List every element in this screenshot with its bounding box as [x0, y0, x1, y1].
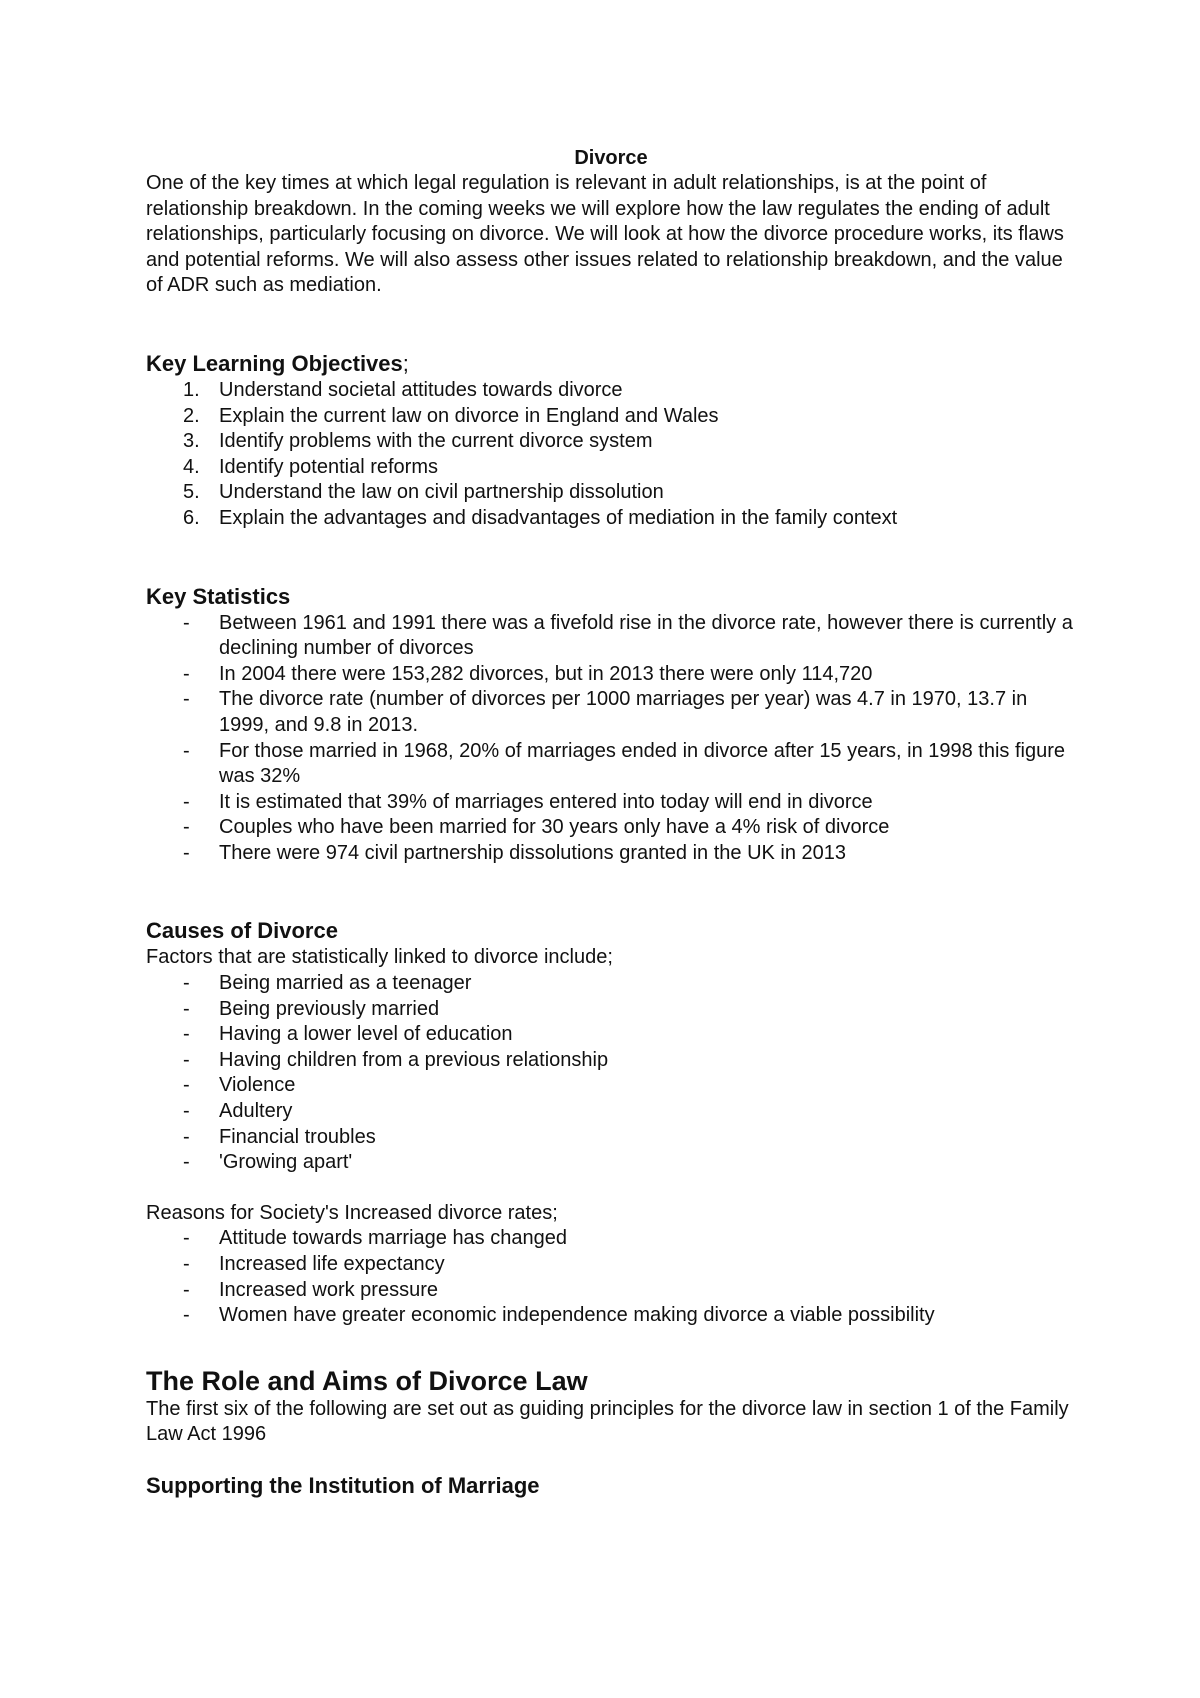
objectives-heading [146, 350, 1076, 378]
item-text: Increased work pressure [219, 1278, 438, 1301]
bullet-dash: - [183, 1151, 190, 1174]
item-number: 5. [183, 481, 200, 504]
list-item [146, 1099, 1076, 1125]
item-text: For those married in 1968, 20% of marriages ended in divorce after 15 years, in 1998 this figure was 32% [219, 739, 1066, 788]
list-item [146, 997, 1076, 1023]
causes-lead: Factors that are statistically linked to divorce include; [146, 946, 613, 969]
bullet-dash: - [183, 1125, 190, 1148]
list-item [146, 1048, 1076, 1074]
list-item [146, 1022, 1076, 1048]
list-item [146, 815, 1076, 841]
list-item [146, 687, 1076, 738]
bullet-dash: - [183, 972, 190, 995]
spacer [146, 866, 1076, 917]
bullet-dash: - [183, 1048, 190, 1071]
item-text: The divorce rate (number of divorces per 1000 marriages per year) was 4.7 in 1970, 13.7 in 1999, and 9.8 in 2013. [219, 688, 1028, 736]
bullet-dash: - [183, 1227, 190, 1250]
item-text: Violence [219, 1074, 296, 1097]
causes-heading: Causes of Divorce [146, 918, 338, 944]
document-title: Divorce [574, 147, 648, 169]
item-text: Identify potential reforms [219, 455, 438, 478]
intro-paragraph: One of the key times at which legal regulation is relevant in adult relationships, is at the point of relationship breakdown. In the coming weeks we will explore how the law regulates the ending of adult relationships, particularly focusing on divorce. We will look at how the divorce procedure works, its flaws and potential reforms. We will also assess other issues related to relationship breakdown, and the value of ADR such as mediation. [146, 172, 1064, 297]
list-item [146, 790, 1076, 816]
item-text: Increased life expectancy [219, 1253, 445, 1275]
role-heading: The Role and Aims of Divorce Law [146, 1365, 588, 1396]
item-text: Couples who have been married for 30 years only have a 4% risk of divorce [219, 816, 890, 839]
bullet-dash: - [183, 1074, 190, 1097]
item-text: Explain the advantages and disadvantages of mediation in the family context [219, 506, 898, 529]
list-item [146, 662, 1076, 688]
item-text: In 2004 there were 153,282 divorces, but in 2013 there were only 114,720 [219, 662, 873, 685]
item-text: Being previously married [219, 997, 440, 1020]
statistics-heading: Key Statistics [146, 583, 291, 609]
item-text: 'Growing apart' [219, 1151, 353, 1174]
list-item [146, 611, 1076, 662]
item-number: 3. [183, 430, 200, 453]
bullet-dash: - [183, 1278, 190, 1301]
spacer [146, 1448, 1076, 1472]
list-item [146, 1073, 1076, 1099]
list-item [146, 739, 1076, 790]
list-item [146, 1278, 1076, 1304]
list-item [146, 455, 1076, 481]
list-item [146, 1303, 1076, 1329]
list-item [146, 971, 1076, 997]
list-item [146, 506, 1076, 532]
item-text: Attitude towards marriage has changed [219, 1227, 567, 1250]
list-item [146, 378, 1076, 404]
item-number: 6. [183, 506, 200, 529]
spacer [146, 1176, 1076, 1201]
item-text: Identify problems with the current divorce system [219, 430, 653, 453]
list-item [146, 429, 1076, 455]
item-number: 2. [183, 404, 200, 427]
bullet-dash: - [183, 997, 190, 1020]
causes-list [146, 971, 1076, 1176]
bullet-dash: - [183, 1304, 190, 1327]
reasons-lead: Reasons for Society's Increased divorce rates; [146, 1201, 558, 1224]
role-paragraph: The first six of the following are set out as guiding principles for the divorce law in section 1 of the Family Law Act 1996 [146, 1397, 1069, 1446]
item-text: Having children from a previous relationship [219, 1048, 609, 1071]
objectives-heading-suffix: ; [402, 350, 409, 376]
bullet-dash: - [183, 611, 190, 634]
bullet-dash: - [183, 739, 190, 762]
bullet-dash: - [183, 816, 190, 839]
spacer [146, 1329, 1076, 1365]
item-number: 1. [183, 378, 200, 401]
list-item [146, 480, 1076, 506]
bullet-dash: - [183, 662, 190, 685]
item-text: Women have greater economic independence making divorce a viable possibility [219, 1304, 935, 1327]
document-page [146, 146, 1076, 1500]
bullet-dash: - [183, 1100, 190, 1123]
item-text: Financial troubles [219, 1125, 376, 1148]
bullet-dash: - [183, 841, 190, 864]
item-text: Understand the law on civil partnership dissolution [219, 481, 664, 504]
item-text: Adultery [219, 1100, 293, 1123]
item-number: 4. [183, 455, 200, 478]
spacer [146, 299, 1076, 350]
item-text: Explain the current law on divorce in England and Wales [219, 404, 719, 427]
item-text: Between 1961 and 1991 there was a fivefold rise in the divorce rate, however there is currently a declining number of divorces [219, 611, 1073, 660]
list-item [146, 1226, 1076, 1252]
statistics-list [146, 611, 1076, 867]
objectives-heading-text: Key Learning Objectives [146, 350, 403, 376]
list-item [146, 1252, 1076, 1278]
bullet-dash: - [183, 790, 190, 813]
spacer [146, 532, 1076, 583]
item-text: There were 974 civil partnership dissolutions granted in the UK in 2013 [219, 841, 847, 864]
item-text: Understand societal attitudes towards divorce [219, 378, 623, 401]
bullet-dash: - [183, 688, 190, 711]
list-item [146, 1150, 1076, 1176]
list-item [146, 841, 1076, 867]
objectives-list [146, 378, 1076, 532]
bullet-dash: - [183, 1253, 190, 1275]
list-item [146, 1125, 1076, 1151]
item-text: Having a lower level of education [219, 1023, 513, 1046]
marriage-subheading: Supporting the Institution of Marriage [146, 1472, 540, 1498]
list-item [146, 404, 1076, 430]
item-text: Being married as a teenager [219, 972, 472, 995]
reasons-list [146, 1226, 1076, 1328]
item-text: It is estimated that 39% of marriages entered into today will end in divorce [219, 790, 873, 813]
bullet-dash: - [183, 1023, 190, 1046]
